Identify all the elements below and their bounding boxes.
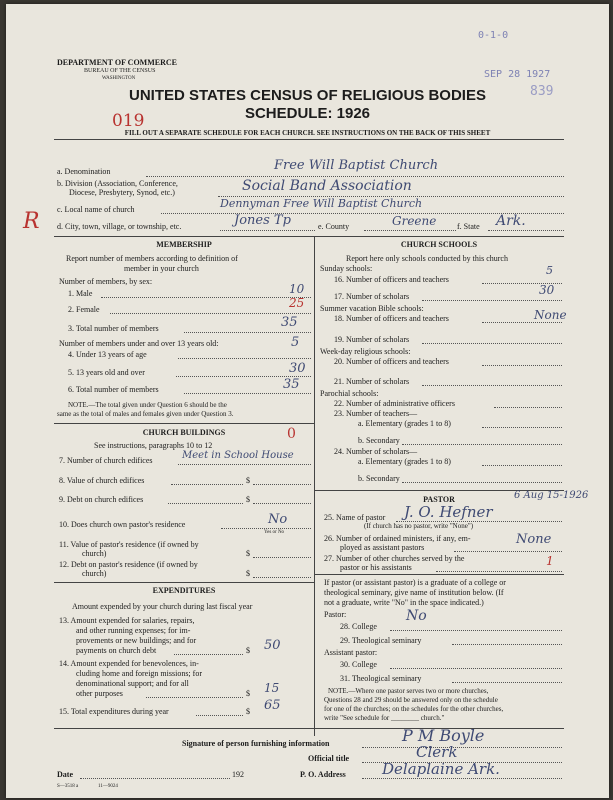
county-label: e. County — [318, 222, 350, 231]
q7-value: Meet in School House — [182, 450, 294, 461]
q10-label: 10. Does church own pastor's residence — [59, 520, 186, 529]
q9-line — [168, 503, 243, 504]
bureau-city: WASHINGTON — [102, 76, 136, 81]
pastor-heading: PASTOR — [423, 495, 455, 504]
q3-value: 35 — [281, 315, 298, 330]
q3-line — [184, 332, 311, 333]
q28-value: No — [406, 608, 427, 624]
q25-label: 25. Name of pastor — [324, 513, 386, 522]
q27-value: 1 — [546, 554, 554, 568]
form-instruction: FILL OUT A SEPARATE SCHEDULE FOR EACH CHURCH. SEE INSTRUCTIONS ON THE BACK OF THIS SHEET — [124, 129, 491, 137]
signature-line — [362, 747, 562, 748]
q13-label-2: and other running expenses; for im- — [76, 626, 191, 635]
q23b-line — [402, 444, 562, 445]
membership-rule — [54, 423, 314, 424]
q21-label: 21. Number of scholars — [334, 377, 410, 386]
city-line — [220, 230, 315, 231]
q19-line — [422, 343, 562, 344]
q1-value: 10 — [289, 282, 305, 296]
q26-label-2: ployed as assistant pastors — [340, 543, 425, 552]
membership-heading: MEMBERSHIP — [156, 240, 212, 249]
q26-line — [454, 551, 562, 552]
buildings-sub: See instructions, paragraphs 10 to 12 — [94, 441, 213, 450]
q2-line — [110, 313, 311, 314]
received-date-stamp: SEP 28 1927 — [484, 69, 551, 80]
q25-value: J. O. Hefner — [404, 503, 493, 521]
state-label: f. State — [457, 222, 480, 231]
q24a-line — [482, 465, 562, 466]
header-rule — [54, 139, 564, 140]
q5-label: 5. 13 years old and over — [68, 368, 145, 377]
pastor-rule — [314, 574, 564, 575]
q24b-label: b. Secondary — [358, 474, 400, 483]
signature-value: P M Boyle — [402, 726, 485, 745]
q18-line — [482, 322, 562, 323]
parochial-schools-label: Parochial schools: — [320, 389, 379, 398]
address-value: Delaplaine Ark. — [382, 760, 500, 778]
q10-hint: Yes or No — [264, 530, 285, 535]
membership-note-1: NOTE.—The total given under Question 6 should be the — [68, 401, 227, 409]
local-name-label: c. Local name of church — [57, 205, 135, 214]
city-value: Jones Tp — [234, 213, 291, 228]
address-label: P. O. Address — [300, 770, 346, 779]
stamp-number: 839 — [530, 84, 554, 99]
q14-line — [146, 697, 243, 698]
county-line — [364, 230, 456, 231]
q5-value: 30 — [289, 361, 306, 376]
grid-rule-bottom — [54, 728, 564, 729]
q13-label-3: provements or new buildings; and for — [76, 636, 197, 645]
q22-line — [494, 407, 562, 408]
buildings-heading: CHURCH BUILDINGS — [142, 428, 226, 437]
q11-dollar: $ — [246, 549, 250, 558]
q13-label-1: 13. Amount expended for salaries, repairs, — [59, 616, 195, 625]
pastor-sublabel: Pastor: — [324, 610, 347, 619]
date-line — [80, 778, 230, 779]
q8-amount-line — [253, 484, 311, 485]
q14-value: 15 — [264, 681, 280, 695]
date-label: Date — [57, 770, 73, 779]
q23a-line — [482, 427, 562, 428]
q17-line — [422, 300, 562, 301]
q4-line — [178, 358, 311, 359]
q17-label: 17. Number of scholars — [334, 292, 410, 301]
q6-line — [184, 393, 311, 394]
q9-amount-line — [253, 503, 311, 504]
graduate-note-1: If pastor (or assistant pastor) is a graduate of a college or — [324, 578, 506, 587]
state-line — [488, 230, 564, 231]
q2-value: 25 — [289, 296, 305, 310]
q14-label-4: other purposes — [76, 689, 123, 698]
assistant-sublabel: Assistant pastor: — [324, 648, 378, 657]
q27-label-2: pastor or his assistants — [340, 563, 412, 572]
local-name-value: Dennyman Free Will Baptist Church — [220, 197, 423, 210]
q6-label: 6. Total number of members — [68, 385, 159, 394]
q13-label-4: payments on church debt — [76, 646, 157, 655]
q16-label: 16. Number of officers and teachers — [334, 275, 449, 284]
pastor-note-4: write "See schedule for ________ church." — [324, 714, 445, 722]
graduate-note-3: not a graduate, write "No" in the space indicated.) — [324, 598, 484, 607]
pastor-note-1: NOTE.—Where one pastor serves two or more churches, — [328, 687, 489, 695]
q23-label: 23. Number of teachers— — [334, 409, 418, 418]
q24b-line — [402, 482, 562, 483]
grid-rule-top — [54, 236, 564, 237]
q9-dollar: $ — [246, 495, 250, 504]
q26-value: None — [516, 532, 552, 547]
q29-line — [452, 644, 562, 645]
weekday-schools-label: Week-day religious schools: — [320, 347, 411, 356]
census-schedule-sheet — [6, 4, 609, 798]
q12-amount-line — [253, 577, 311, 578]
q20-label: 20. Number of officers and teachers — [334, 357, 449, 366]
q13-value: 50 — [264, 638, 281, 653]
q12-label-cont: church) — [82, 569, 107, 578]
q15-value: 65 — [264, 698, 281, 713]
q29-label: 29. Theological seminary — [340, 636, 422, 645]
age-intro: Number of members under and over 13 years old: — [59, 339, 219, 348]
q4-value: 5 — [291, 335, 300, 350]
q16-value: 5 — [546, 264, 553, 277]
form-code: S—3518 a — [57, 784, 79, 789]
date-year: 192 — [232, 770, 244, 779]
q8-label: 8. Value of church edifices — [59, 476, 145, 485]
q14-label-1: 14. Amount expended for benevolences, in- — [59, 659, 199, 668]
q25-hint: (If church has no pastor, write "None") — [364, 522, 474, 530]
q21-line — [422, 385, 562, 386]
q12-dollar: $ — [246, 569, 250, 578]
membership-intro-2: member in your church — [124, 264, 199, 273]
pastor-note-2: Questions 28 and 29 should be answered only on the schedule — [324, 696, 498, 704]
q7-label: 7. Number of church edifices — [59, 456, 153, 465]
q30-label: 30. College — [340, 660, 377, 669]
q17-value: 30 — [539, 283, 555, 297]
q27-label-1: 27. Number of other churches served by the — [324, 554, 465, 563]
official-title-label: Official title — [308, 754, 350, 763]
q15-label: 15. Total expenditures during year — [59, 707, 169, 716]
address-line — [362, 778, 562, 779]
state-value: Ark. — [496, 213, 526, 229]
signature-label: Signature of person furnishing information — [182, 739, 330, 748]
margin-mark: R — [23, 209, 40, 234]
q24-label: 24. Number of scholars— — [334, 447, 418, 456]
membership-note-2: same as the total of males and females given under Question 3. — [57, 410, 234, 418]
q13-dollar: $ — [246, 646, 250, 655]
q18-label: 18. Number of officers and teachers — [334, 314, 449, 323]
q8-line — [171, 484, 243, 485]
q18-value: None — [534, 308, 567, 322]
q13-line — [174, 654, 243, 655]
column-divider — [314, 236, 315, 736]
denomination-line — [146, 176, 564, 177]
q11-amount-line — [253, 557, 311, 558]
division-label-cont: Diocese, Presbytery, Synod, etc.) — [69, 188, 175, 197]
expenditures-heading: EXPENDITURES — [152, 586, 216, 595]
q10-line — [221, 528, 311, 529]
q28-label: 28. College — [340, 622, 377, 631]
q15-dollar: $ — [246, 707, 250, 716]
form-title: UNITED STATES CENSUS OF RELIGIOUS BODIES — [129, 87, 486, 104]
q23a-label: a. Elementary (grades 1 to 8) — [358, 419, 451, 428]
schedule-year: SCHEDULE: 1926 — [244, 105, 371, 122]
division-value: Social Band Association — [242, 178, 412, 194]
q14-label-2: cluding home and foreign missions; for — [76, 669, 202, 678]
city-label: d. City, town, village, or township, etc. — [57, 222, 182, 231]
q26-label-1: 26. Number of ordained ministers, if any, em- — [324, 534, 471, 543]
print-code: 11—9024 — [98, 784, 118, 789]
county-value: Greene — [392, 214, 437, 228]
bureau-name: BUREAU OF THE CENSUS — [84, 68, 156, 74]
q11-label: 11. Value of pastor's residence (if owned by — [59, 540, 199, 549]
q14-dollar: $ — [246, 689, 250, 698]
q14-label-3: denominational support; and for all — [76, 679, 189, 688]
q11-label-cont: church) — [82, 549, 107, 558]
q9-label: 9. Debt on church edifices — [59, 495, 144, 504]
division-label: b. Division (Association, Conference, — [57, 179, 178, 188]
q2-label: 2. Female — [68, 305, 100, 314]
q7-red-mark: 0 — [287, 426, 296, 442]
red-serial-number: 019 — [112, 111, 145, 131]
q3-label: 3. Total number of members — [68, 324, 159, 333]
expenditures-sub: Amount expended by your church during last fiscal year — [72, 602, 253, 611]
department-name: DEPARTMENT OF COMMERCE — [57, 58, 178, 67]
schools-heading: CHURCH SCHOOLS — [400, 240, 478, 249]
q28-line — [390, 630, 562, 631]
q8-dollar: $ — [246, 476, 250, 485]
pastor-note-3: for one of the churches; on the schedules for the other churches, — [324, 705, 504, 713]
buildings-rule — [54, 582, 314, 583]
pastor-date-note: 6 Aug 15-1926 — [514, 490, 589, 501]
q19-label: 19. Number of scholars — [334, 335, 410, 344]
denomination-value: Free Will Baptist Church — [274, 158, 439, 173]
q1-line — [101, 297, 311, 298]
q22-label: 22. Number of administrative officers — [334, 399, 455, 408]
denomination-label: a. Denomination — [57, 167, 111, 176]
q24a-label: a. Elementary (grades 1 to 8) — [358, 457, 451, 466]
q10-value: No — [268, 512, 288, 527]
q6-value: 35 — [283, 377, 300, 392]
schools-intro: Report here only schools conducted by this church — [346, 254, 508, 263]
official-title-value: Clerk — [416, 743, 458, 761]
file-code: 0-1-0 — [478, 30, 509, 41]
q4-label: 4. Under 13 years of age — [68, 350, 147, 359]
vacation-schools-label: Summer vacation Bible schools: — [320, 304, 424, 313]
graduate-note-2: theological seminary, give name of institution below. (If — [324, 588, 504, 597]
q31-line — [452, 682, 562, 683]
q27-line — [436, 571, 562, 572]
q12-label: 12. Debt on pastor's residence (if owned by — [59, 560, 198, 569]
sunday-schools-label: Sunday schools: — [320, 264, 373, 273]
q1-label: 1. Male — [68, 289, 93, 298]
q7-line — [178, 464, 311, 465]
by-sex-label: Number of members, by sex: — [59, 277, 153, 286]
q15-line — [196, 715, 243, 716]
q20-line — [482, 365, 562, 366]
membership-intro-1: Report number of members according to definition of — [66, 254, 238, 263]
q31-label: 31. Theological seminary — [340, 674, 422, 683]
q23b-label: b. Secondary — [358, 436, 400, 445]
q30-line — [390, 668, 562, 669]
